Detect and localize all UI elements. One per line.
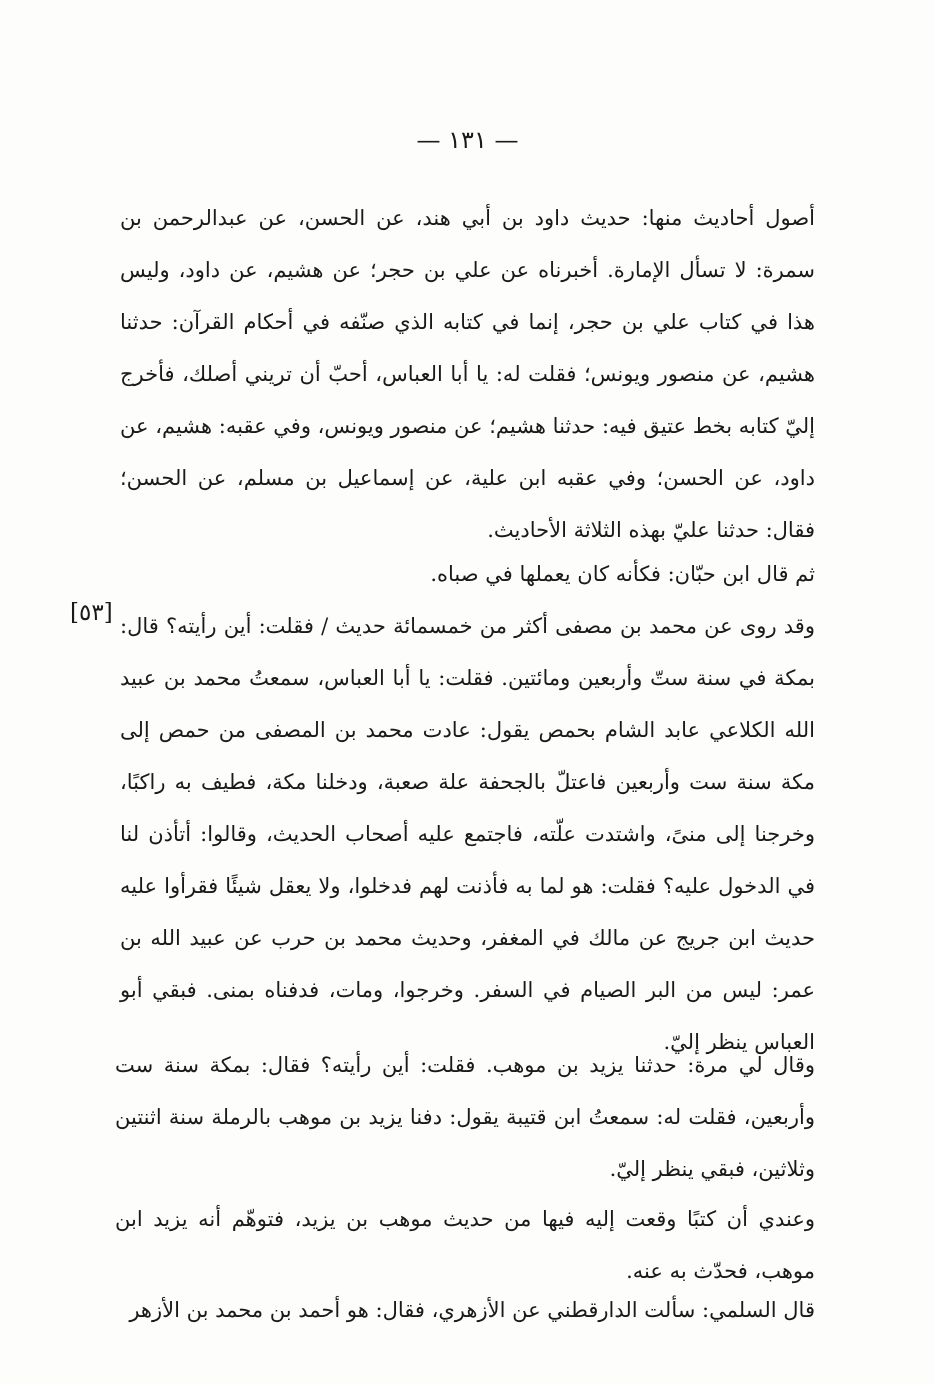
paragraph-6: قال السلمي: سألت الدارقطني عن الأزهري، فقال: هو أحمد بن محمد بن الأزهر xyxy=(129,1298,815,1322)
paragraph-4: وقال لي مرة: حدثنا يزيد بن موهب. فقلت: أين رأيته؟ فقال: بمكة سنة ست وأربعين، فقلت له: سمعتُ ابن قتيبة يقول: دفنا يزيد بن موهب بالرملة سنة اثنتين وثلاثين، فبقي ينظر إليّ. xyxy=(115,1053,815,1181)
paragraph-3: وقد روى عن محمد بن مصفى أكثر من خمسمائة حديث / فقلت: أين رأيته؟ قال: بمكة في سنة ستّ وأربعين ومائتين. فقلت: يا أبا العباس، سمعتُ محمد بن عبيد الله الكلاعي عابد الشام بحمص يقول: عادت محمد بن المصفى من حمص إلى مكة سنة ست وأربعين فاعتلّ بالجحفة علة صعبة، ودخلنا مكة، فطيف به راكبًا، وخرجنا إلى منىً، واشتدت علّته، فاجتمع عليه أصحاب الحديث، وقالوا: أتأذن لنا في الدخول عليه؟ فقلت: هو لما به فأذنت لهم فدخلوا، ولا يعقل شيئًا فقرأوا عليه حديث ابن جريج عن مالك في المغفر، وحديث محمد بن حرب عن عبيد الله بن عمر: ليس من البر الصيام في السفر. وخرجوا، ومات، فدفناه بمنى. فبقي أبو العباس ينظر إليّ. xyxy=(120,614,815,1054)
paragraph-1: أصول أحاديث منها: حديث داود بن أبي هند، عن الحسن، عن عبدالرحمن بن سمرة: لا تسأل الإمارة. أخبرناه عن علي بن حجر؛ عن هشيم، عن داود، وليس هذا في كتاب علي بن حجر، إنما في كتابه الذي صنّفه في أحكام القرآن: حدثنا هشيم، عن منصور ويونس؛ فقلت له: يا أبا العباس، أحبّ أن تريني أصلك، فأخرج إليّ كتابه بخط عتيق فيه: حدثنا هشيم؛ عن منصور ويونس، وفي عقبه: هشيم، عن داود، عن الحسن؛ وفي عقبه ابن علية، عن إسماعيل بن مسلم، عن الحسن؛ فقال: حدثنا عليّ بهذه الثلاثة الأحاديث. xyxy=(120,206,815,542)
margin-marker: [٥٣] xyxy=(70,600,113,626)
paragraph-2: ثم قال ابن حبّان: فكأنه كان يعملها في صباه. xyxy=(430,562,815,586)
paragraph-5: وعندي أن كتبًا وقعت إليه فيها من حديث موهب بن يزيد، فتوهّم أنه يزيد ابن موهب، فحدّث به عنه. xyxy=(115,1207,815,1283)
page-number: — ١٣١ — xyxy=(416,126,519,154)
